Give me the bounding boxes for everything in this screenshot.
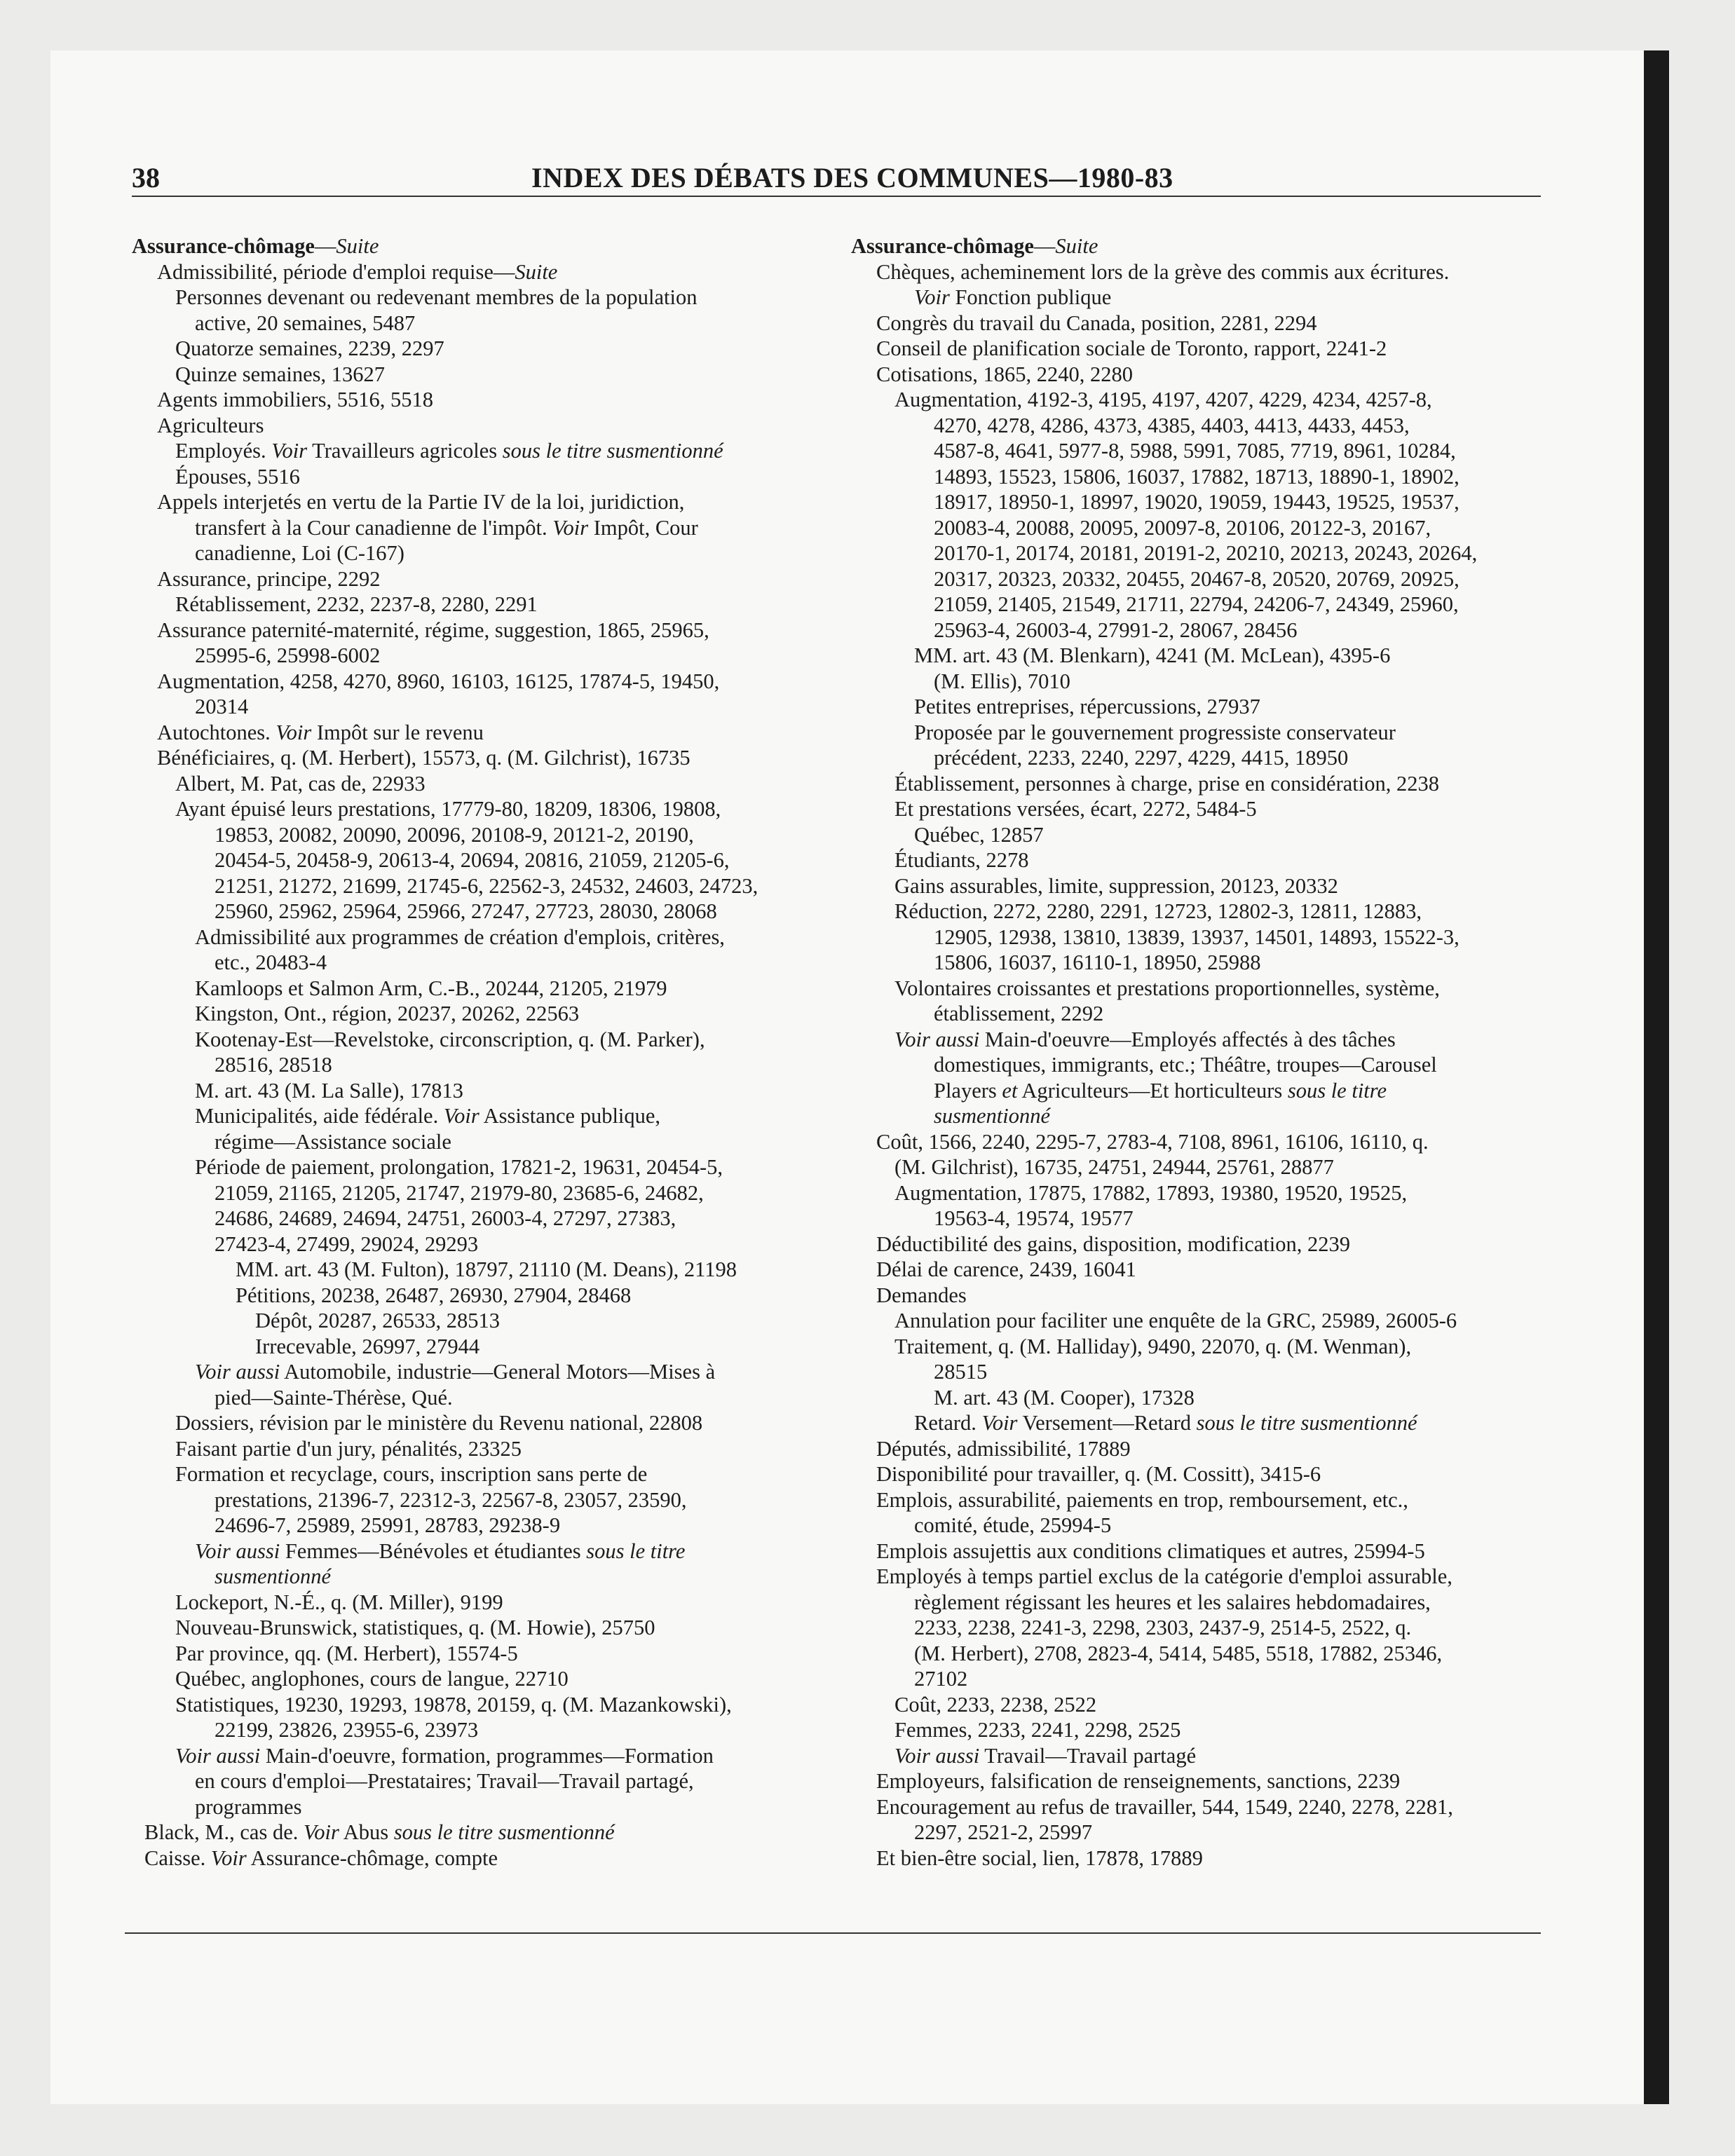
entry-text: Irrecevable, 26997, 27944: [255, 1334, 480, 1358]
index-entry-line: [132, 1641, 826, 1667]
index-entry-line: [132, 1820, 826, 1845]
entry-text: Québec, anglophones, cours de langue, 22710: [175, 1667, 569, 1691]
entry-text: Demandes: [876, 1283, 967, 1307]
entry-text: 25960, 25962, 25964, 25966, 27247, 27723, 28030, 28068: [215, 899, 717, 923]
index-entry-line: [132, 1206, 826, 1231]
index-entry-line: [132, 1768, 826, 1794]
index-entry-line: [851, 976, 1552, 1002]
index-entry-line: [851, 899, 1552, 925]
entry-italic-text: sous le titre: [586, 1538, 686, 1563]
index-entry-line: [132, 618, 826, 643]
entry-text: Coût, 1566, 2240, 2295-7, 2783-4, 7108, 8961, 16106, 16110, q.: [876, 1129, 1429, 1154]
index-entry-line: [851, 259, 1552, 285]
running-title: INDEX DES DÉBATS DES COMMUNES—1980-83: [531, 162, 1173, 193]
entry-text: Kingston, Ont., région, 20237, 20262, 22563: [195, 1002, 580, 1025]
index-entry-line: [851, 669, 1552, 695]
entry-text: M. art. 43 (M. Cooper), 17328: [934, 1385, 1195, 1410]
index-entry-line: [851, 438, 1552, 464]
entry-text: 20317, 20323, 20332, 20455, 20467-8, 20520, 20769, 20925,: [934, 566, 1460, 591]
index-entry-line: [851, 1487, 1552, 1513]
index-entry-line: [132, 1283, 826, 1309]
index-entry-line: [851, 1078, 1552, 1104]
index-entry-line: [132, 1410, 826, 1436]
index-entry-line: [132, 566, 826, 592]
entry-text: Autochtones.: [157, 720, 276, 744]
entry-text: 18917, 18950-1, 18997, 19020, 19059, 19443, 19525, 19537,: [934, 490, 1460, 514]
entry-italic-text: Voir: [443, 1104, 479, 1128]
index-entry-line: [851, 694, 1552, 720]
index-entry-line: [132, 1538, 826, 1564]
entry-heading: Assurance-chômage: [132, 234, 315, 258]
index-entry-line: [851, 1615, 1552, 1641]
entry-text: Dépôt, 20287, 26533, 28513: [255, 1309, 501, 1332]
index-column-left: [132, 233, 826, 1871]
entry-text: Période de paiement, prolongation, 17821-2, 19631, 20454-5,: [195, 1155, 723, 1179]
index-entry-line: [851, 1538, 1552, 1564]
entry-text: domestiques, immigrants, etc.; Théâtre, troupes—Carousel: [934, 1053, 1437, 1077]
index-entry-line: [132, 771, 826, 797]
index-entry-line: [132, 311, 826, 336]
entry-text: Players: [934, 1078, 1002, 1103]
entry-text: 22199, 23826, 23955-6, 23973: [215, 1718, 479, 1742]
entry-italic-text: Voir aussi: [195, 1360, 280, 1384]
entry-text: Employeurs, falsification de renseignements, sanctions, 2239: [876, 1769, 1401, 1793]
index-entry-line: [851, 413, 1552, 439]
entry-text: Assurance paternité-maternité, régime, suggestion, 1865, 25965,: [157, 618, 709, 642]
entry-text: en cours d'emploi—Prestataires; Travail—Travail partagé,: [195, 1769, 694, 1793]
index-entry-line: [132, 976, 826, 1002]
index-entry-line: [132, 1513, 826, 1538]
entry-text: Ayant épuisé leurs prestations, 17779-80, 18209, 18306, 19808,: [175, 797, 721, 821]
entry-text: Personnes devenant ou redevenant membres de la population: [175, 285, 698, 309]
entry-text: Travailleurs agricoles: [307, 439, 503, 463]
entry-text: 4270, 4278, 4286, 4373, 4385, 4403, 4413, 4433, 4453,: [934, 413, 1410, 437]
entry-text: Bénéficiaires, q. (M. Herbert), 15573, q. (M. Gilchrist), 16735: [157, 746, 690, 770]
entry-text: Épouses, 5516: [175, 464, 300, 489]
entry-text: Femmes—Bénévoles et étudiantes: [280, 1538, 587, 1563]
index-entry-line: [851, 1206, 1552, 1231]
index-entry-line: [132, 285, 826, 311]
index-entry-line: [851, 1743, 1552, 1769]
entry-text: Conseil de planification sociale de Toronto, rapport, 2241-2: [876, 336, 1387, 360]
index-entry-line: [851, 1410, 1552, 1436]
entry-text: transfert à la Cour canadienne de l'impôt.: [195, 515, 553, 540]
header-rule: [132, 196, 1541, 197]
entry-italic-text: Voir: [271, 439, 308, 463]
entry-text: Encouragement au refus de travailler, 544, 1549, 2240, 2278, 2281,: [876, 1794, 1453, 1819]
index-entry-line: [132, 259, 826, 285]
entry-text: Volontaires croissantes et prestations proportionnelles, système,: [894, 976, 1440, 1000]
entry-text: Retard.: [914, 1411, 982, 1435]
index-entry-line: [851, 540, 1552, 566]
index-entry-line: [851, 1154, 1552, 1180]
entry-text: Annulation pour faciliter une enquête de la GRC, 25989, 26005-6: [894, 1309, 1457, 1332]
index-entry-line: [132, 1052, 826, 1078]
entry-text: Congrès du travail du Canada, position, 2281, 2294: [876, 311, 1317, 335]
entry-text: Agriculteurs—Et horticulteurs: [1017, 1078, 1288, 1103]
entry-italic-text: Voir: [210, 1845, 247, 1870]
entry-text: MM. art. 43 (M. Fulton), 18797, 21110 (M. Deans), 21198: [236, 1257, 737, 1281]
index-entry-line: [132, 1487, 826, 1513]
entry-text: régime—Assistance sociale: [215, 1129, 451, 1154]
entry-text: comité, étude, 25994-5: [914, 1513, 1112, 1537]
entry-text: Coût, 2233, 2238, 2522: [894, 1692, 1097, 1717]
entry-text: Statistiques, 19230, 19293, 19878, 20159, q. (M. Mazankowski),: [175, 1692, 732, 1717]
index-entry-line: [851, 1129, 1552, 1155]
index-entry-line: [851, 515, 1552, 541]
entry-text: Emplois assujettis aux conditions climatiques et autres, 25994-5: [876, 1538, 1425, 1563]
index-entry-line: [132, 925, 826, 950]
index-entry-line: [132, 847, 826, 873]
index-entry-line: [132, 1385, 826, 1411]
entry-text: Fonction publique: [949, 285, 1112, 309]
entry-text: pied—Sainte-Thérèse, Qué.: [215, 1385, 453, 1410]
entry-text: Proposée par le gouvernement progressiste conservateur: [914, 720, 1396, 744]
entry-italic-text: Suite: [1055, 234, 1098, 258]
index-entry-line: [851, 618, 1552, 643]
entry-text: Admissibilité, période d'emploi requise—: [157, 259, 515, 284]
entry-text: prestations, 21396-7, 22312-3, 22567-8, 23057, 23590,: [215, 1487, 687, 1512]
entry-text: Faisant partie d'un jury, pénalités, 23325: [175, 1436, 522, 1461]
entry-italic-text: Voir aussi: [195, 1538, 280, 1563]
entry-text: Automobile, industrie—General Motors—Mises à: [280, 1360, 716, 1384]
entry-text: Gains assurables, limite, suppression, 20123, 20332: [894, 873, 1338, 898]
page-header: [132, 161, 1541, 200]
entry-text: Étudiants, 2278: [894, 848, 1029, 872]
entry-text: 20170-1, 20174, 20181, 20191-2, 20210, 20213, 20243, 20264,: [934, 541, 1478, 565]
entry-text: établissement, 2292: [934, 1002, 1104, 1025]
entry-text: 28516, 28518: [215, 1053, 332, 1077]
index-entry-line: [851, 1513, 1552, 1538]
entry-italic-text: Voir aussi: [175, 1743, 261, 1768]
index-entry-line: [132, 1461, 826, 1487]
entry-text: Et bien-être social, lien, 17878, 17889: [876, 1845, 1203, 1870]
index-entry-line: [132, 387, 826, 413]
entry-text: 21059, 21165, 21205, 21747, 21979-80, 23685-6, 24682,: [215, 1180, 704, 1205]
entry-text: active, 20 semaines, 5487: [195, 311, 416, 335]
entry-text: Députés, admissibilité, 17889: [876, 1436, 1131, 1461]
index-entry-line: [132, 822, 826, 848]
index-entry-line: [851, 1564, 1552, 1590]
entry-italic-text: Suite: [336, 234, 379, 258]
entry-italic-text: Voir: [552, 515, 589, 540]
entry-text: 21251, 21272, 21699, 21745-6, 22562-3, 24532, 24603, 24723,: [215, 873, 758, 898]
index-entry-line: [132, 1001, 826, 1027]
entry-text: Abus: [339, 1820, 394, 1844]
index-entry-line: [132, 1590, 826, 1616]
entry-text: 21059, 21405, 21549, 21711, 22794, 24206-7, 24349, 25960,: [934, 592, 1459, 616]
entry-text: Admissibilité aux programmes de création d'emplois, critères,: [195, 925, 725, 949]
entry-text: Formation et recyclage, cours, inscription sans perte de: [175, 1462, 648, 1486]
index-entry-line: [851, 720, 1552, 746]
entry-text: canadienne, Loi (C-167): [195, 541, 404, 565]
entry-text: Réduction, 2272, 2280, 2291, 12723, 12802-3, 12811, 12883,: [894, 899, 1422, 923]
entry-italic-text: sous le titre susmentionné: [393, 1820, 615, 1844]
entry-text: Impôt sur le revenu: [311, 720, 484, 744]
entry-text: 24686, 24689, 24694, 24751, 26003-4, 27297, 27383,: [215, 1206, 676, 1230]
entry-italic-text: Voir aussi: [894, 1027, 980, 1051]
index-entry-line: [851, 1027, 1552, 1053]
entry-text: précédent, 2233, 2240, 2297, 4229, 4415, 18950: [934, 746, 1349, 770]
entry-text: Chèques, acheminement lors de la grève des commis aux écritures.: [876, 259, 1450, 284]
entry-italic-text: et: [1002, 1078, 1018, 1103]
index-entry-line: [132, 1231, 826, 1257]
entry-text: 19853, 20082, 20090, 20096, 20108-9, 20121-2, 20190,: [215, 822, 694, 847]
entry-text: 28515: [934, 1360, 988, 1384]
entry-italic-text: sous le titre susmentionné: [1196, 1411, 1417, 1435]
index-entry-line: [132, 950, 826, 976]
entry-text: Agents immobiliers, 5516, 5518: [157, 388, 433, 411]
index-entry-line: [132, 1666, 826, 1692]
index-entry-line: [851, 950, 1552, 976]
entry-text: Délai de carence, 2439, 16041: [876, 1257, 1136, 1281]
entry-text: 20454-5, 20458-9, 20613-4, 20694, 20816, 21059, 21205-6,: [215, 848, 730, 872]
index-entry-line: [132, 540, 826, 566]
entry-text: Traitement, q. (M. Halliday), 9490, 22070, q. (M. Wenman),: [894, 1334, 1412, 1358]
index-entry-line: [132, 1308, 826, 1334]
entry-text: Caisse.: [144, 1845, 211, 1870]
entry-italic-text: susmentionné: [934, 1104, 1051, 1128]
entry-text: Rétablissement, 2232, 2237-8, 2280, 2291: [175, 592, 538, 616]
index-entry-line: [132, 515, 826, 541]
entry-italic-text: sous le titre: [1287, 1078, 1387, 1103]
index-entry-line: [851, 233, 1552, 259]
entry-text: Cotisations, 1865, 2240, 2280: [876, 362, 1134, 386]
index-entry-line: [851, 387, 1552, 413]
entry-text: règlement régissant les heures et les salaires hebdomadaires,: [914, 1590, 1431, 1614]
entry-text: Et prestations versées, écart, 2272, 5484-5: [894, 797, 1257, 821]
entry-text: Versement—Retard: [1017, 1411, 1197, 1435]
index-entry-line: [132, 1129, 826, 1155]
entry-text: Albert, M. Pat, cas de, 22933: [175, 771, 426, 796]
index-entry-line: [851, 1436, 1552, 1462]
entry-text: Augmentation, 4192-3, 4195, 4197, 4207, 4229, 4234, 4257-8,: [894, 388, 1432, 411]
index-entry-line: [132, 1103, 826, 1129]
entry-text: Par province, qq. (M. Herbert), 15574-5: [175, 1641, 518, 1665]
index-entry-line: [851, 285, 1552, 311]
entry-text: Agriculteurs: [157, 413, 264, 437]
entry-text: Emplois, assurabilité, paiements en trop, remboursement, etc.,: [876, 1487, 1408, 1512]
index-entry-line: [851, 1768, 1552, 1794]
index-entry-line: [132, 1359, 826, 1385]
entry-text: programmes: [195, 1794, 302, 1819]
index-column-right: [851, 233, 1552, 1871]
entry-italic-text: Suite: [515, 259, 558, 284]
entry-text: Déductibilité des gains, disposition, modification, 2239: [876, 1231, 1351, 1256]
entry-italic-text: Voir: [981, 1411, 1018, 1435]
entry-italic-text: Voir aussi: [894, 1743, 980, 1768]
index-entry-line: [132, 1564, 826, 1590]
entry-text: Nouveau-Brunswick, statistiques, q. (M. Howie), 25750: [175, 1616, 655, 1639]
index-entry-line: [132, 873, 826, 899]
index-entry-line: [132, 464, 826, 490]
index-entry-line: [851, 822, 1552, 848]
index-entry-line: [851, 643, 1552, 669]
entry-text: Petites entreprises, répercussions, 27937: [914, 695, 1260, 718]
footer-rule: [125, 1932, 1541, 1934]
index-entry-line: [851, 1359, 1552, 1385]
index-entry-line: [132, 1180, 826, 1206]
index-entry-line: [132, 1078, 826, 1104]
entry-text: 2297, 2521-2, 25997: [914, 1820, 1093, 1844]
entry-text: Assurance-chômage, compte: [246, 1845, 498, 1870]
entry-text: Québec, 12857: [914, 822, 1044, 847]
index-entry-line: [851, 336, 1552, 362]
index-entry-line: [851, 1257, 1552, 1283]
entry-text: (M. Gilchrist), 16735, 24751, 24944, 25761, 28877: [894, 1155, 1334, 1179]
index-entry-line: [851, 566, 1552, 592]
entry-text: 19563-4, 19574, 19577: [934, 1206, 1134, 1230]
index-entry-line: [851, 1052, 1552, 1078]
entry-text: 14893, 15523, 15806, 16037, 17882, 18713, 18890-1, 18902,: [934, 464, 1460, 489]
index-entry-line: [132, 1334, 826, 1360]
entry-heading: Assurance-chômage: [851, 234, 1034, 258]
entry-text: Employés à temps partiel exclus de la catégorie d'emploi assurable,: [876, 1564, 1452, 1588]
index-entry-line: [851, 1385, 1552, 1411]
entry-text: 15806, 16037, 16110-1, 18950, 25988: [934, 950, 1261, 974]
index-entry-line: [132, 438, 826, 464]
entry-text: Lockeport, N.-É., q. (M. Miller), 9199: [175, 1590, 503, 1614]
entry-text: Main-d'oeuvre, formation, programmes—Formation: [260, 1743, 714, 1768]
index-entry-line: [132, 1743, 826, 1769]
entry-text: 27102: [914, 1667, 968, 1691]
index-entry-line: [851, 1231, 1552, 1257]
entry-text: 20314: [195, 695, 249, 718]
index-entry-line: [851, 464, 1552, 490]
index-entry-line: [851, 1794, 1552, 1820]
entry-text: Kamloops et Salmon Arm, C.-B., 20244, 21205, 21979: [195, 976, 667, 1000]
index-entry-line: [132, 1845, 826, 1871]
index-entry-line: [851, 1283, 1552, 1309]
entry-text: Quatorze semaines, 2239, 2297: [175, 336, 444, 360]
entry-text: —: [1033, 234, 1056, 258]
entry-text: Appels interjetés en vertu de la Partie IV de la loi, juridiction,: [157, 490, 685, 514]
entry-text: Pétitions, 20238, 26487, 26930, 27904, 28468: [236, 1283, 632, 1307]
index-entry-line: [851, 1717, 1552, 1743]
index-entry-line: [132, 694, 826, 720]
index-entry-line: [132, 362, 826, 388]
index-entry-line: [851, 311, 1552, 336]
entry-text: 12905, 12938, 13810, 13839, 13937, 14501, 14893, 15522-3,: [934, 925, 1460, 949]
entry-text: (M. Ellis), 7010: [934, 669, 1070, 693]
index-entry-line: [851, 1590, 1552, 1616]
entry-text: 27423-4, 27499, 29024, 29293: [215, 1231, 479, 1256]
index-entry-line: [132, 1027, 826, 1053]
index-entry-line: [851, 1666, 1552, 1692]
entry-text: Impôt, Cour: [588, 515, 698, 540]
index-entry-line: [851, 1820, 1552, 1845]
index-entry-line: [132, 1436, 826, 1462]
entry-text: 20083-4, 20088, 20095, 20097-8, 20106, 20122-3, 20167,: [934, 515, 1431, 540]
index-entry-line: [851, 362, 1552, 388]
entry-text: Main-d'oeuvre—Employés affectés à des tâches: [979, 1027, 1396, 1051]
index-entry-line: [851, 1308, 1552, 1334]
index-entry-line: [132, 336, 826, 362]
index-entry-line: [132, 1794, 826, 1820]
entry-text: Black, M., cas de.: [144, 1820, 304, 1844]
entry-text: Femmes, 2233, 2241, 2298, 2525: [894, 1718, 1181, 1742]
index-entry-line: [851, 771, 1552, 797]
index-entry-line: [132, 1692, 826, 1718]
index-entry-line: [851, 1334, 1552, 1360]
entry-text: Assistance publique,: [479, 1104, 661, 1128]
entry-italic-text: Voir: [914, 285, 950, 309]
index-entry-line: [851, 847, 1552, 873]
entry-text: Assurance, principe, 2292: [157, 566, 381, 591]
entry-text: Employés.: [175, 439, 272, 463]
entry-text: Quinze semaines, 13627: [175, 362, 385, 386]
index-entry-line: [132, 796, 826, 822]
entry-text: Travail—Travail partagé: [979, 1743, 1197, 1768]
entry-text: 24696-7, 25989, 25991, 28783, 29238-9: [215, 1513, 561, 1537]
entry-italic-text: sous le titre susmentionné: [502, 439, 723, 463]
index-entry-line: [851, 592, 1552, 618]
entry-text: Municipalités, aide fédérale.: [195, 1104, 444, 1128]
entry-text: MM. art. 43 (M. Blenkarn), 4241 (M. McLean), 4395-6: [914, 643, 1391, 667]
page-number: 38: [132, 162, 160, 193]
index-entry-line: [132, 413, 826, 439]
index-entry-line: [132, 592, 826, 618]
entry-text: —: [314, 234, 336, 258]
entry-text: (M. Herbert), 2708, 2823-4, 5414, 5485, 5518, 17882, 25346,: [914, 1641, 1443, 1665]
index-entry-line: [132, 489, 826, 515]
entry-italic-text: Voir: [275, 720, 312, 744]
entry-text: 25995-6, 25998-6002: [195, 643, 381, 667]
index-entry-line: [851, 1001, 1552, 1027]
index-entry-line: [851, 745, 1552, 771]
entry-text: etc., 20483-4: [215, 950, 327, 974]
index-entry-line: [851, 1845, 1552, 1871]
entry-text: 4587-8, 4641, 5977-8, 5988, 5991, 7085, 7719, 8961, 10284,: [934, 439, 1456, 463]
index-entry-line: [132, 1717, 826, 1743]
index-entry-line: [132, 669, 826, 695]
index-entry-line: [851, 489, 1552, 515]
index-entry-line: [132, 1257, 826, 1283]
entry-italic-text: susmentionné: [215, 1564, 332, 1588]
index-entry-line: [851, 1641, 1552, 1667]
index-entry-line: [132, 1154, 826, 1180]
index-entry-line: [851, 1180, 1552, 1206]
index-entry-line: [851, 925, 1552, 950]
entry-italic-text: Voir: [304, 1820, 339, 1844]
index-entry-line: [851, 1103, 1552, 1129]
entry-text: Kootenay-Est—Revelstoke, circonscription, q. (M. Parker),: [195, 1027, 705, 1051]
index-entry-line: [132, 1615, 826, 1641]
index-entry-line: [851, 1692, 1552, 1718]
entry-text: Disponibilité pour travailler, q. (M. Cossitt), 3415-6: [876, 1462, 1321, 1486]
index-entry-line: [851, 1461, 1552, 1487]
entry-text: Augmentation, 4258, 4270, 8960, 16103, 16125, 17874-5, 19450,: [157, 669, 720, 693]
index-entry-line: [132, 899, 826, 925]
index-entry-line: [132, 745, 826, 771]
index-entry-line: [851, 796, 1552, 822]
index-entry-line: [132, 643, 826, 669]
entry-text: 25963-4, 26003-4, 27991-2, 28067, 28456: [934, 618, 1298, 642]
index-entry-line: [851, 873, 1552, 899]
entry-text: 2233, 2238, 2241-3, 2298, 2303, 2437-9, 2514-5, 2522, q.: [914, 1616, 1412, 1639]
scan-edge-bar: [1644, 50, 1669, 2104]
index-entry-line: [132, 233, 826, 259]
entry-text: Augmentation, 17875, 17882, 17893, 19380, 19520, 19525,: [894, 1180, 1408, 1205]
index-entry-line: [132, 720, 826, 746]
entry-text: Dossiers, révision par le ministère du Revenu national, 22808: [175, 1411, 703, 1435]
entry-text: Établissement, personnes à charge, prise en considération, 2238: [894, 771, 1439, 796]
entry-text: M. art. 43 (M. La Salle), 17813: [195, 1078, 463, 1103]
